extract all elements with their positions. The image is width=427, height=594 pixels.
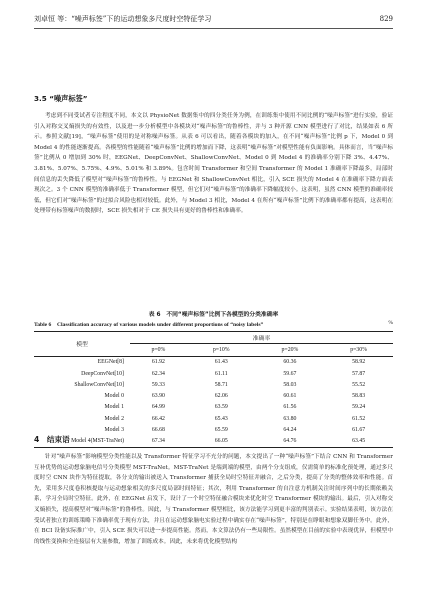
- table-caption-en: Table 6 Classification accuracy of various models under different proportions of “noisy labels”: [34, 322, 264, 328]
- table-unit: %: [388, 320, 393, 326]
- accuracy-cell: 66.42: [151, 415, 165, 422]
- model-name-cell: Model 3: [104, 427, 124, 434]
- section-3-5-paragraph: 考虑到不同受试者专注程度不同，本文以 PhysioNet 数据集中的四分类任务为例，在训练集中使用不同比例的“噪声标签”进行实验，验证引入对称交叉熵损失的有效性，以及进一步分析模型中各模块对“噪声标签”的鲁棒性，并与 3 种开源 CNN 模型进行了对比，结果如表 6 所示。参照文献[19]，“噪声标签”使用的是对称噪声标签。从表 6 可以看出，随着各模块的加入，在不同“噪声标签”比例 p 下，Model 0 到 Model 4 的性能逐渐提高。各模型的性能随着“噪声标签”比例的增加而下降，这表明“噪声标签”对模型性能有负面影响。具体而言，当“噪声标签”比例从 0 增加到 30% 时，EEGNet、DeepConvNet、ShallowConvNet、Model 0 到 Model 4 的准确率分别下降 3%、4.47%、3.81%、5.07%、5.75%、4.9%、5.01% 和 3.89%。包含时间 Transformer 和空间 Transformer 的 Model 1 准确率下降最多，局部时间信息的丢失降低了模型对“噪声标签”的鲁棒性。与 EEGNet 和 ShallowConvNet 相比，引入 SCE 损失的 Model 4 在准确率下降方面表现次之。3 个 CNN 模型的准确率低于 Transformer 模型，但它们对“噪声标签”的准确率下降幅度较小。这表明，虽然 CNN 模型的准确率较低，但它们对“噪声标签”的过拟合风险也相对较低。此外，与 Model 3 相比，Model 4 在所有“噪声标签”比例下的准确率都有提高，这表明在处理带有标签噪声的数据时，SCE 损失相对于 CE 损失具有更好的鲁棒性和准确率。: [34, 113, 393, 215]
- model-name-cell: ShallowConvNet[10]: [74, 381, 124, 388]
- accuracy-cell: 59.24: [352, 404, 366, 411]
- table-header-row-1: [34, 332, 393, 344]
- model-name-cell: EEGNet[8]: [34, 356, 130, 368]
- table-row: [34, 368, 393, 379]
- column-header: p=0%: [151, 346, 166, 353]
- accuracy-cell: 60.61: [283, 393, 297, 400]
- table-row: [34, 402, 393, 413]
- table-row: [34, 390, 393, 401]
- accuracy-cell: 66.68: [151, 427, 165, 434]
- accuracy-cell: 61.43: [187, 356, 256, 368]
- table-row: [34, 379, 393, 390]
- accuracy-cell: 58.71: [214, 381, 228, 388]
- accuracy-header: 准确率: [130, 332, 393, 344]
- page-number: 829: [379, 15, 393, 23]
- accuracy-cell: 66.05: [187, 436, 256, 448]
- accuracy-cell: 61.11: [214, 370, 228, 377]
- accuracy-cell: 62.34: [151, 370, 165, 377]
- accuracy-cell: 61.52: [352, 415, 366, 422]
- table-body: [34, 356, 393, 447]
- accuracy-cell: 64.99: [151, 404, 165, 411]
- accuracy-cell: 65.43: [214, 415, 228, 422]
- section-3-5-heading: 3.5 “噪声标签”: [34, 94, 88, 103]
- accuracy-cell: 59.33: [151, 381, 165, 388]
- accuracy-cell: 58.03: [283, 381, 297, 388]
- column-header: p=10%: [212, 346, 230, 353]
- section-4-heading: 4 结束语: [34, 435, 70, 444]
- accuracy-cell: 58.92: [324, 356, 393, 368]
- accuracy-cell: 63.45: [324, 436, 393, 448]
- accuracy-cell: 63.90: [151, 393, 165, 400]
- model-name-cell: Model 1: [104, 404, 124, 411]
- table-row: [34, 356, 393, 368]
- column-header: p=30%: [350, 346, 368, 353]
- accuracy-cell: 61.67: [352, 427, 366, 434]
- table-row: [34, 424, 393, 435]
- header-rule: [34, 28, 393, 29]
- column-header: p=20%: [281, 346, 299, 353]
- accuracy-cell: 63.80: [283, 415, 297, 422]
- accuracy-cell: 67.34: [130, 436, 187, 448]
- accuracy-cell: 63.59: [214, 404, 228, 411]
- accuracy-cell: 59.67: [283, 370, 297, 377]
- accuracy-cell: 57.87: [352, 370, 366, 377]
- accuracy-cell: 55.52: [352, 381, 366, 388]
- table-row: [34, 413, 393, 424]
- model-column-header: 模型: [34, 332, 130, 357]
- header-title: 刘卓恒 等：“噪声标签”下的运动想象多尺度时空特征学习: [34, 15, 212, 23]
- accuracy-cell: 61.92: [130, 356, 187, 368]
- running-header: [34, 12, 393, 26]
- accuracy-cell: 61.56: [283, 404, 297, 411]
- section-4-paragraph: 针对“噪声标签”影响模型分类性能以及 Transformer 特征学习不充分的问题，本文提出了一种“噪声标签”下结合 CNN 和 Transformer 互补优势的运动想象脑电信号分类模型 MST-TraNet。MST-TraNet 是端到端的模型，由两个分支组成，仅需简单的标准化预处理，通过多尺度时空 CNN 块作为特征提取，各分支的输出被送入 Transformer 捕获全局时空特征并融合，之后分类，提高了分类的整体效率和性能。首先，采用多尺度卷积核提取与运动想象相关的多尺度局部时间特征；其次，利用 Transformer 的自注意力机制关注时间序列中的长期依赖关系，学习全局时空特征。此外，在 EEGNet 启发下，设计了一个时空特征融合模块来优化时空 Transformer 模块的输出。最后，引入对称交叉熵损失，提高模型对“噪声标签”的鲁棒性。因此，与 Transformer 模型相比，该方法能学习到更丰富的判别表示。实验结果表明，该方法在受试者独立的训练策略下准确率优于现有方法，并且在运动想象脑电实验过程中确实存在“噪声标签”，特别是在睁眼和想象双脚任务中。此外，在 BCI 设备实际推广中，引入 SCE 损失可以进一步提高性能。然而，本文算法仍有一些局限性。虽然模型在目前的实验中表现优异，但模型中的线性变换和全连接层有大量参数，增加了训练成本。因此，未来将优化模型结构: [34, 454, 393, 545]
- model-name-cell: DeepConvNet[10]: [81, 370, 124, 377]
- accuracy-cell: 62.06: [214, 393, 228, 400]
- accuracy-table: [34, 331, 393, 448]
- table-caption-en-row: [34, 320, 393, 328]
- accuracy-cell: 65.59: [214, 427, 228, 434]
- accuracy-cell: 58.83: [352, 393, 366, 400]
- accuracy-cell: 64.24: [283, 427, 297, 434]
- accuracy-cell: 64.76: [256, 436, 325, 448]
- table-row: [34, 436, 393, 448]
- model-name-cell: Model 0: [104, 393, 124, 400]
- model-name-cell: Model 4(MST-TraNet): [34, 436, 130, 448]
- accuracy-cell: 60.36: [256, 356, 325, 368]
- model-name-cell: Model 2: [104, 415, 124, 422]
- table-caption-cn: 表 6 不同“噪声标签”比例下各模型的分类准确率: [148, 312, 279, 318]
